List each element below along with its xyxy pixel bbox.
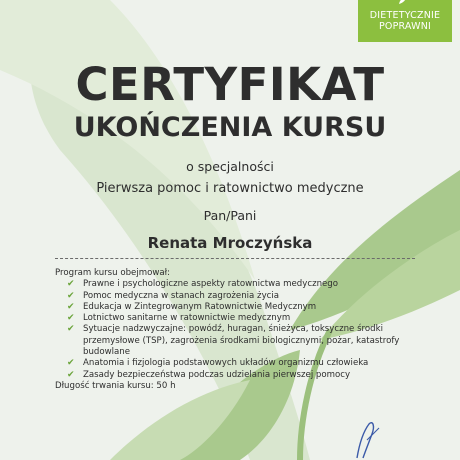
program-item: ✔ Lotnictwo sanitarne w ratownictwie medycznym (67, 313, 291, 324)
program-item: ✔ Pomoc medyczna w stanach zagrożenia życia (67, 290, 280, 301)
program-item: ✔ Prawne i psychologiczne aspekty ratownictwa medycznego (67, 279, 339, 290)
check-bullet-icon: ✔ (67, 358, 75, 369)
course-duration: Długość trwania kursu: 50 h (55, 380, 176, 391)
check-bullet-icon: ✔ (67, 301, 75, 312)
check-bullet-icon: ✔ (67, 290, 75, 301)
certificate-subtitle: UKOŃCZENIA KURSU (73, 112, 387, 143)
certificate-title: CERTYFIKAT (75, 58, 385, 111)
name-divider (55, 258, 415, 259)
program-item: ✔ Zasady bezpieczeństwa podczas udzielania pierwszej pomocy (67, 369, 351, 380)
program-list (55, 279, 415, 381)
check-bullet-icon: ✔ (67, 313, 75, 324)
salutation: Pan/Pani (203, 208, 257, 223)
check-bullet-icon: ✔ (67, 369, 75, 380)
program-item: ✔ Sytuacje nadzwyczajne: powódź, huragan, śnieżyca, toksyczne środki przemysłowe (TSP), zagrożenia środkami biologicznymi, pożar, katastrofy budowlane (67, 324, 400, 358)
course-name: Pierwsza pomoc i ratownictwo medyczne (96, 181, 364, 196)
program-item: ✔ Edukacja w Zintegrowanym Ratownictwie Medycznym (67, 301, 317, 312)
program-section (55, 268, 415, 392)
logo-text-line2: POPRAWNI (378, 21, 432, 32)
program-item: ✔ Anatomia i fizjologia podstawowych układów organizmu człowieka (67, 358, 369, 369)
signature-image (345, 410, 435, 460)
brand-logo (358, 0, 452, 42)
check-bullet-icon: ✔ (67, 279, 75, 290)
logo-text-line1: DIETETYCZNIE (369, 10, 441, 21)
check-bullet-icon: ✔ (67, 324, 75, 335)
program-heading: Program kursu obejmował: (55, 268, 170, 278)
recipient-name: Renata Mroczyńska (147, 234, 313, 252)
logo-leaf-icon (398, 0, 408, 4)
specialty-intro: o specjalności (186, 159, 274, 174)
